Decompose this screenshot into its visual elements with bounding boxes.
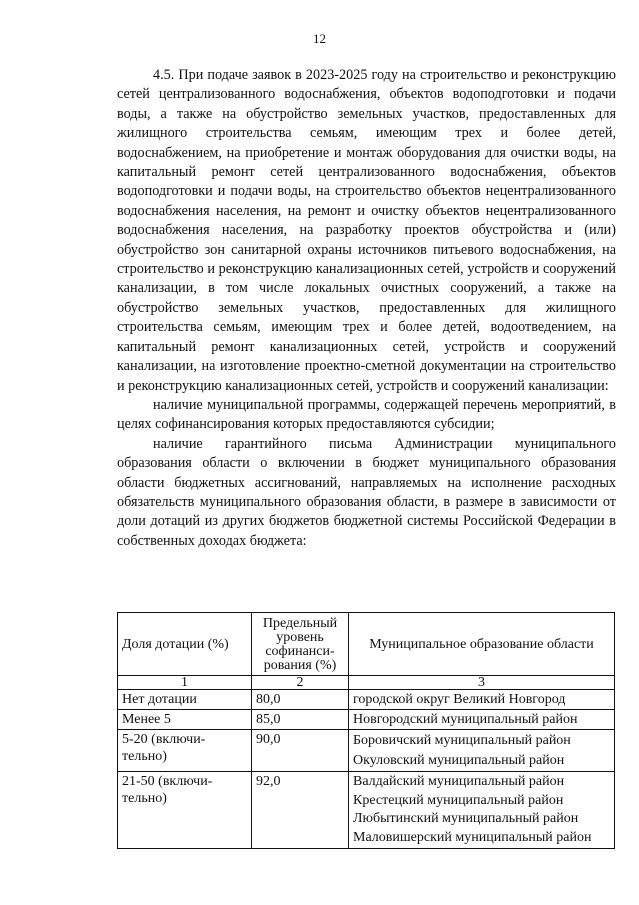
subsidy-share-cell: Менее 5	[118, 710, 252, 730]
table-header-row	[118, 613, 615, 676]
cofinancing-level-cell: 92,0	[252, 772, 349, 849]
column-number-row	[118, 676, 615, 690]
municipality-name: Новгородский муниципальный район	[353, 712, 578, 727]
column-number: 3	[349, 676, 615, 690]
municipality-name: Любытинский муниципальный район	[353, 811, 579, 826]
municipality-name: Валдайский муниципальный район	[353, 774, 565, 789]
municipality-name: Крестецкий муниципальный район	[353, 792, 564, 808]
column-number: 1	[118, 676, 252, 690]
cofinancing-level-cell: 90,0	[252, 730, 349, 772]
cofinancing-level-cell: 85,0	[252, 710, 349, 730]
paragraph-guarantee-letter: наличие гарантийного письма Администрации муниципального образования области о включении в бюджет муниципального образования области бюджетных ассигнований, направляемых на исполнение расходных обязательств муниципального образования области, в размере в зависимости от доли дотаций из других бюджетов бюджетной системы Российской Федерации в собственных доходах бюджета:	[117, 435, 616, 549]
municipality-name: Маловишерский муниципальный район	[353, 829, 592, 845]
paragraph-4-5: 4.5. При подаче заявок в 2023-2025 году на строительство и реконструкцию сетей централизованного водоснабжения, объектов водоподготовки и подачи воды, а также на обустройство земельных участков, предоставленных для жилищного строительства семьям, имеющим трех и более детей, водоснабжением, на приобретение и монтаж оборудования для очистки воды, на капитальный ремонт сетей централизованного водоснабжения, объектов водоподготовки и подачи воды, на строительство объектов нецентрализованного водоснабжения населения, на ремонт и очистку объектов нецентрализованного водоснабжения населения, на разработку проектов обустройства и (или) обустройство зон санитарной охраны источников питьевого водоснабжения, на строительство и реконструкцию канализационных сетей, устройств и сооружений канализации, в том числе локальных очистных сооружений, а также на обустройство земельных участков, предоставленных для жилищного строительства семьям, имеющим трех и более детей, водоотведением, на капитальный ремонт канализационных сетей, устройств и сооружений канализации, на изготовление проектно-сметной документации на строительство и реконструкцию канализационных сетей, устройств и сооружений канализации:	[117, 67, 616, 394]
header-cofinancing-level: Предельный уровень софинанси-рования (%)	[252, 613, 349, 676]
table-row	[118, 730, 615, 772]
subsidy-share-cell: Нет дотации	[118, 690, 252, 710]
subsidy-share-cell: 21-50 (включи-тельно)	[118, 772, 252, 849]
table-row	[118, 690, 615, 710]
municipality-name: Окуловский муниципальный район	[353, 752, 565, 768]
page-number: 12	[313, 31, 326, 46]
municipality-cell	[349, 772, 615, 849]
municipality-name: Боровичский муниципальный район	[353, 733, 571, 748]
column-number: 2	[252, 676, 349, 690]
cofinancing-table	[117, 612, 615, 849]
cofinancing-level-cell: 80,0	[252, 690, 349, 710]
municipality-cell	[349, 730, 615, 772]
subsidy-share-cell: 5-20 (включи-тельно)	[118, 730, 252, 772]
table-row	[118, 710, 615, 730]
header-subsidy-share: Доля дотации (%)	[118, 613, 252, 676]
municipality-name: городской округ Великий Новгород	[353, 692, 566, 707]
municipality-cell	[349, 710, 615, 730]
municipality-cell	[349, 690, 615, 710]
paragraph-program-condition: наличие муниципальной программы, содержащей перечень мероприятий, в целях софинансирования которых предоставляются субсидии;	[117, 396, 616, 433]
table-row	[118, 772, 615, 849]
header-municipality: Муниципальное образование области	[349, 613, 615, 676]
document-body	[117, 66, 616, 551]
